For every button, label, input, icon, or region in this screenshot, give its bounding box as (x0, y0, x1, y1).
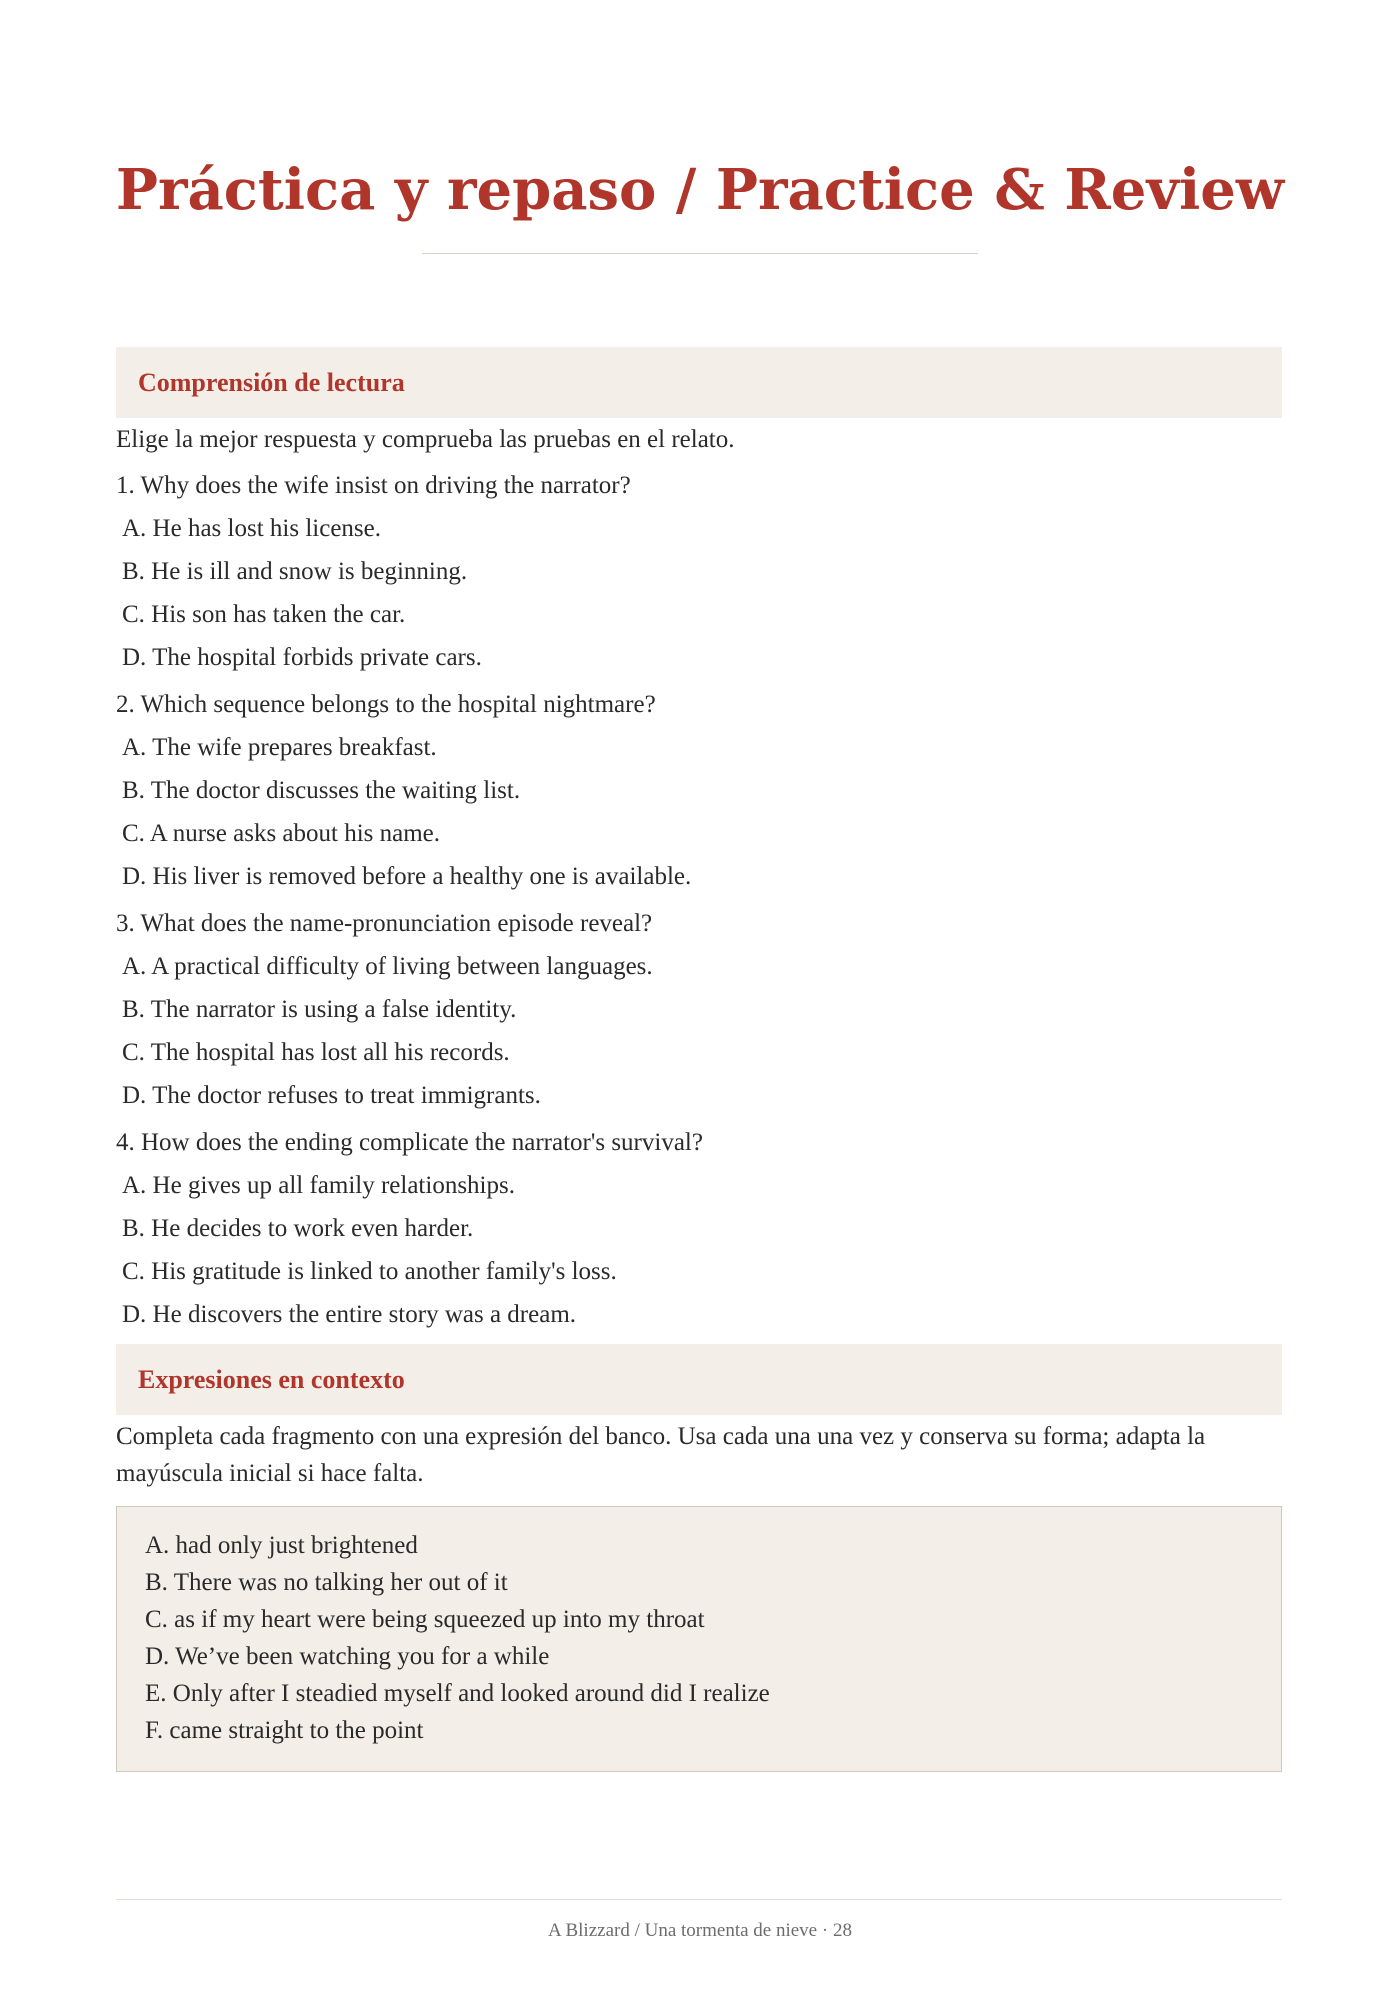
answer-option: D. His liver is removed before a healthy one is available. (122, 863, 692, 890)
answer-option: A. The wife prepares breakfast. (122, 734, 437, 761)
answer-option: C. The hospital has lost all his records. (122, 1039, 510, 1066)
question-block (116, 902, 1282, 1117)
comprehension-instructions: Elige la mejor respuesta y comprueba las pruebas en el relato. (116, 426, 735, 453)
page-footer: A Blizzard / Una tormenta de nieve · 28 (548, 1920, 852, 1941)
bank-item: D. We’ve been watching you for a while (145, 1643, 550, 1670)
footer-divider (116, 1899, 1282, 1900)
answer-option: A. A practical difficulty of living between languages. (122, 953, 653, 980)
page-title: Práctica y repaso / Practice & Review (115, 157, 1285, 223)
section-heading-comprehension: Comprensión de lectura (116, 347, 1282, 418)
question-block (116, 464, 1282, 679)
question-block (116, 683, 1282, 898)
answer-option: D. The hospital forbids private cars. (122, 644, 482, 671)
question-text: 2. Which sequence belongs to the hospital nightmare? (116, 691, 656, 718)
answer-option: A. He has lost his license. (122, 515, 381, 542)
answer-option: C. His gratitude is linked to another family's loss. (122, 1258, 617, 1285)
question-text: 4. How does the ending complicate the narrator's survival? (116, 1129, 703, 1156)
answer-option: B. The narrator is using a false identity. (122, 996, 517, 1023)
answer-option: B. The doctor discusses the waiting list. (122, 777, 521, 804)
main-content (116, 347, 1282, 1772)
answer-option: D. He discovers the entire story was a dream. (122, 1301, 577, 1328)
answer-option: C. A nurse asks about his name. (122, 820, 441, 847)
answer-option: B. He is ill and snow is beginning. (122, 558, 468, 585)
answer-option: B. He decides to work even harder. (122, 1215, 474, 1242)
answer-option: A. He gives up all family relationships. (122, 1172, 515, 1199)
question-text: 1. Why does the wife insist on driving the narrator? (116, 472, 631, 499)
bank-item: F. came straight to the point (145, 1717, 424, 1744)
section-heading-expressions: Expresiones en contexto (116, 1344, 1282, 1415)
answer-option: C. His son has taken the car. (122, 601, 406, 628)
option-list (116, 1164, 1282, 1336)
bank-item: B. There was no talking her out of it (145, 1569, 508, 1596)
option-list (116, 726, 1282, 898)
title-divider (422, 253, 978, 254)
bank-item: E. Only after I steadied myself and looked around did I realize (145, 1680, 770, 1707)
option-list (116, 507, 1282, 679)
bank-item: C. as if my heart were being squeezed up into my throat (145, 1606, 705, 1633)
question-text: 3. What does the name-pronunciation episode reveal? (116, 910, 653, 937)
option-list (116, 945, 1282, 1117)
bank-item: A. had only just brightened (145, 1532, 418, 1559)
expression-bank (116, 1506, 1282, 1772)
answer-option: D. The doctor refuses to treat immigrants. (122, 1082, 541, 1109)
question-block (116, 1121, 1282, 1336)
expressions-instructions: Completa cada fragmento con una expresión del banco. Usa cada una una vez y conserva su forma; adapta la mayúscula inicial si hace falta. (116, 1423, 1206, 1487)
